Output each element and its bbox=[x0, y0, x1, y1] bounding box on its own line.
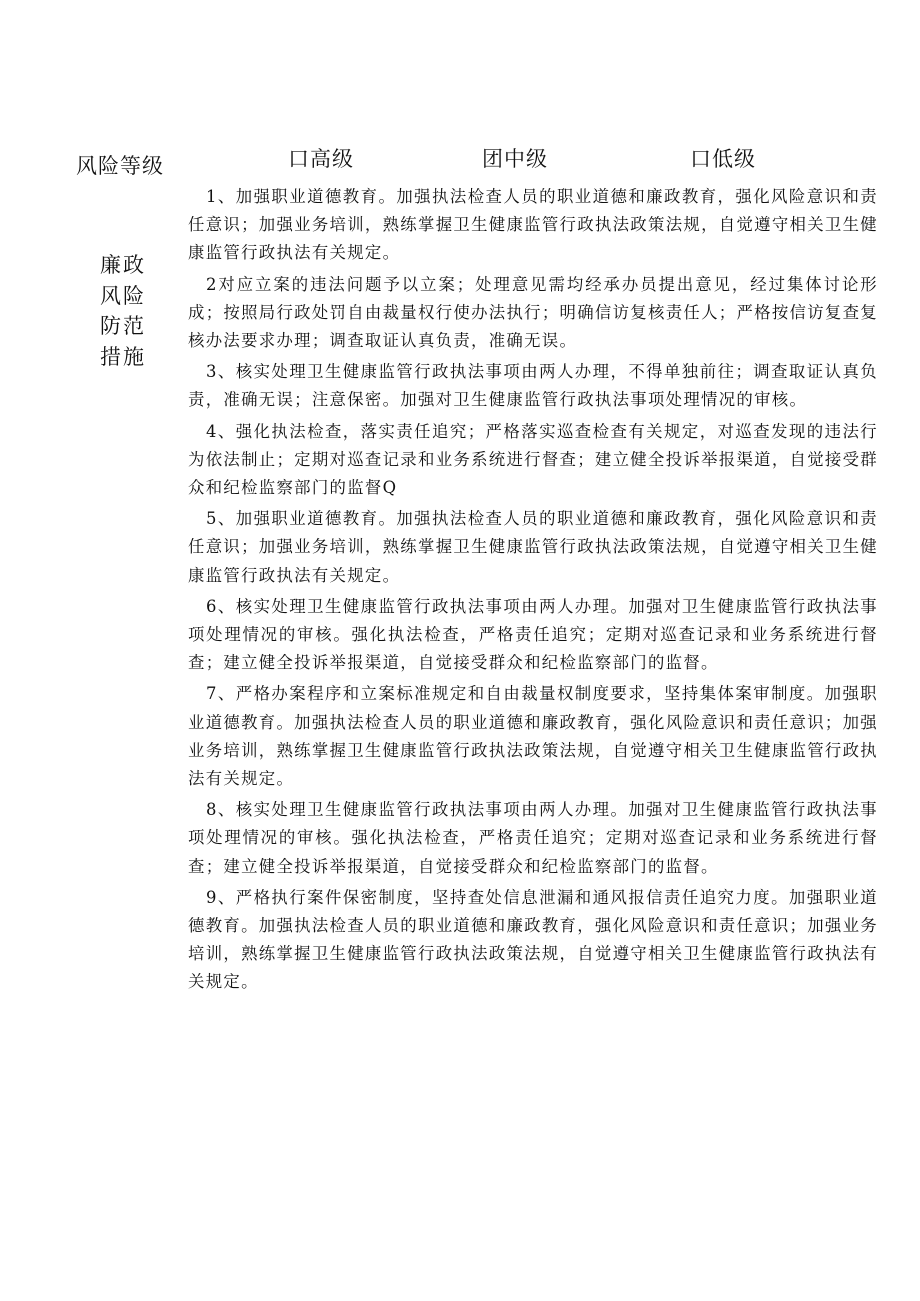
measure-item-7: 7、严格办案程序和立案标准规定和自由裁量权制度要求，坚持集体案审制度。加强职业道德教育。加强执法检查人员的职业道德和廉政教育，强化风险意识和责任意识；加强业务培训，熟练掌握卫生健康监管行政执法政策法规，自觉遵守相关卫生健康监管行政执法有关规定。 bbox=[188, 684, 878, 789]
measure-item-5: 5、加强职业道德教育。加强执法检查人员的职业道德和廉政教育，强化风险意识和责任意识；加强业务培训，熟练掌握卫生健康监管行政执法政策法规，自觉遵守相关卫生健康监管行政执法有关规定。 bbox=[188, 509, 878, 585]
section-label-line: 廉政 bbox=[100, 253, 146, 277]
risk-level-high-option: 口高级 bbox=[288, 147, 354, 171]
measure-item-8: 8、核实处理卫生健康监管行政执法事项由两人办理。加强对卫生健康监管行政执法事项处理情况的审核。强化执法检查，严格责任追究；定期对巡查记录和业务系统进行督查；建立健全投诉举报渠道，自觉接受群众和纪检监察部门的监督。 bbox=[188, 800, 878, 876]
section-label-line: 风险 bbox=[100, 283, 146, 308]
measure-item-4: 4、强化执法检查，落实责任追究；严格落实巡查检查有关规定，对巡查发现的违法行为依法制止；定期对巡查记录和业务系统进行督查；建立健全投诉举报渠道，自觉接受群众和纪检监察部门的监督Q bbox=[188, 421, 878, 498]
section-label-integrity-risk-measures bbox=[100, 250, 152, 372]
risk-level-label: 风险等级 bbox=[76, 154, 164, 178]
measure-item-6: 6、核实处理卫生健康监管行政执法事项由两人办理。加强对卫生健康监管行政执法事项处理情况的审核。强化执法检查，严格责任追究；定期对巡查记录和业务系统进行督查；建立健全投诉举报渠道，自觉接受群众和纪检监察部门的监督。 bbox=[188, 596, 878, 673]
measure-item-2: 2对应立案的违法问题予以立案；处理意见需均经承办员提出意见，经过集体讨论形成；按照局行政处罚自由裁量权行使办法执行；明确信访复核责任人；严格按信访复查复核办法要求办理；调查取证认真负责，准确无误。 bbox=[188, 274, 878, 351]
risk-level-medium-option: 团中级 bbox=[482, 147, 548, 171]
measure-item-1: 1、加强职业道德教育。加强执法检查人员的职业道德和廉政教育，强化风险意识和责任意识；加强业务培训，熟练掌握卫生健康监管行政执法政策法规，自觉遵守相关卫生健康监管行政执法有关规定。 bbox=[188, 187, 878, 263]
measure-item-3: 3、核实处理卫生健康监管行政执法事项由两人办理，不得单独前往；调查取证认真负责，准确无误；注意保密。加强对卫生健康监管行政执法事项处理情况的审核。 bbox=[188, 362, 878, 410]
measure-item-9: 9、严格执行案件保密制度，坚持查处信息泄漏和通风报信责任追究力度。加强职业道德教育。加强执法检查人员的职业道德和廉政教育，强化风险意识和责任意识；加强业务培训，熟练掌握卫生健康监管行政执法政策法规，自觉遵守相关卫生健康监管行政执法有关规定。 bbox=[188, 887, 878, 992]
risk-level-low-option: 口低级 bbox=[690, 147, 756, 171]
section-label-line: 措施 bbox=[100, 344, 146, 369]
section-label-line: 防范 bbox=[100, 314, 146, 338]
measures-list bbox=[188, 183, 878, 1000]
